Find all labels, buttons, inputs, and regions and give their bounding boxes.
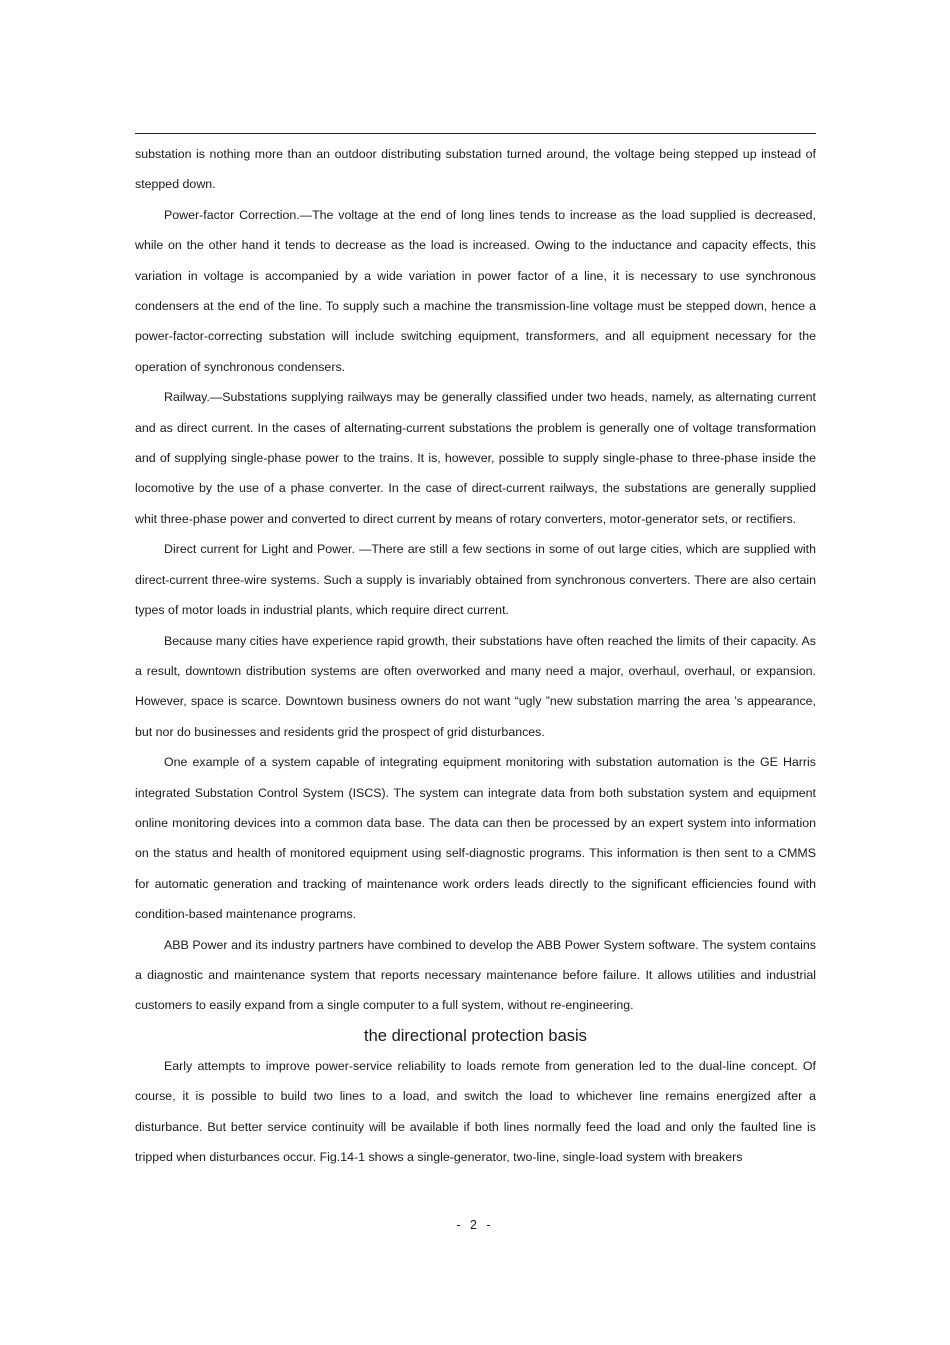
page-number: - 2 - [456, 1218, 494, 1232]
paragraph-continuation: substation is nothing more than an outdoor distributing substation turned around, the voltage being stepped up instead of stepped down. [135, 147, 816, 192]
paragraph-growth: Because many cities have experience rapid growth, their substations have often reached the limits of their capacity. As a result, downtown distribution systems are often overworked and many need a major, overhaul, overhaul, or expansion. However, space is scarce. Downtown business owners do not want “ugly ”new substation marring the area ’s appearance, but nor do businesses and residents grid the prospect of grid disturbances. [135, 633, 816, 739]
paragraph-iscs-example: One example of a system capable of integrating equipment monitoring with substation automation is the GE Harris integrated Substation Control System (ISCS). The system can integrate data from both substation system and equipment online monitoring devices into a common data base. The data can then be processed by an expert system into information on the status and health of monitored equipment using self-diagnostic programs. This information is then sent to a CMMS for automatic generation and tracking of maintenance work orders leads directly to the significant efficiencies found with condition-based maintenance programs. [135, 755, 816, 922]
paragraph-abb-power: ABB Power and its industry partners have combined to develop the ABB Power System software. The system contains a diagnostic and maintenance system that reports necessary maintenance before failure. It allows utilities and industrial customers to easily expand from a single computer to a full system, without re-engineering. [135, 937, 816, 1013]
paragraph-direct-current: Direct current for Light and Power. —There are still a few sections in some of out large cities, which are supplied with direct-current three-wire systems. Such a supply is invariably obtained from synchronous converters. There are also certain types of motor loads in industrial plants, which require direct current. [135, 542, 816, 618]
document-body [135, 139, 816, 1172]
section-heading: the directional protection basis [364, 1026, 587, 1045]
header-rule [135, 133, 816, 134]
paragraph-power-factor-correction: Power-factor Correction.—The voltage at the end of long lines tends to increase as the load supplied is decreased, while on the other hand it tends to decrease as the load is increased. Owing to the inductance and capacity effects, this variation in voltage is accompanied by a wide variation in power factor of a line, it is necessary to use synchronous condensers at the end of the line. To supply such a machine the transmission-line voltage must be stepped down, hence a power-factor-correcting substation will include switching equipment, transformers, and all equipment necessary for the operation of synchronous condensers. [135, 207, 816, 374]
paragraph-dual-line: Early attempts to improve power-service reliability to loads remote from generation led to the dual-line concept. Of course, it is possible to build two lines to a load, and switch the load to whichever line remains energized after a disturbance. But better service continuity will be available if both lines normally feed the load and only the faulted line is tripped when disturbances occur. Fig.14-1 shows a single-generator, two-line, single-load system with breakers [135, 1058, 816, 1164]
paragraph-railway: Railway.—Substations supplying railways may be generally classified under two heads, namely, as alternating current and as direct current. In the cases of alternating-current substations the problem is generally one of voltage transformation and of supplying single-phase power to the trains. It is, however, possible to supply single-phase to three-phase inside the locomotive by the use of a phase converter. In the case of direct-current railways, the substations are generally supplied whit three-phase power and converted to direct current by means of rotary converters, motor-generator sets, or rectifiers. [135, 390, 816, 526]
